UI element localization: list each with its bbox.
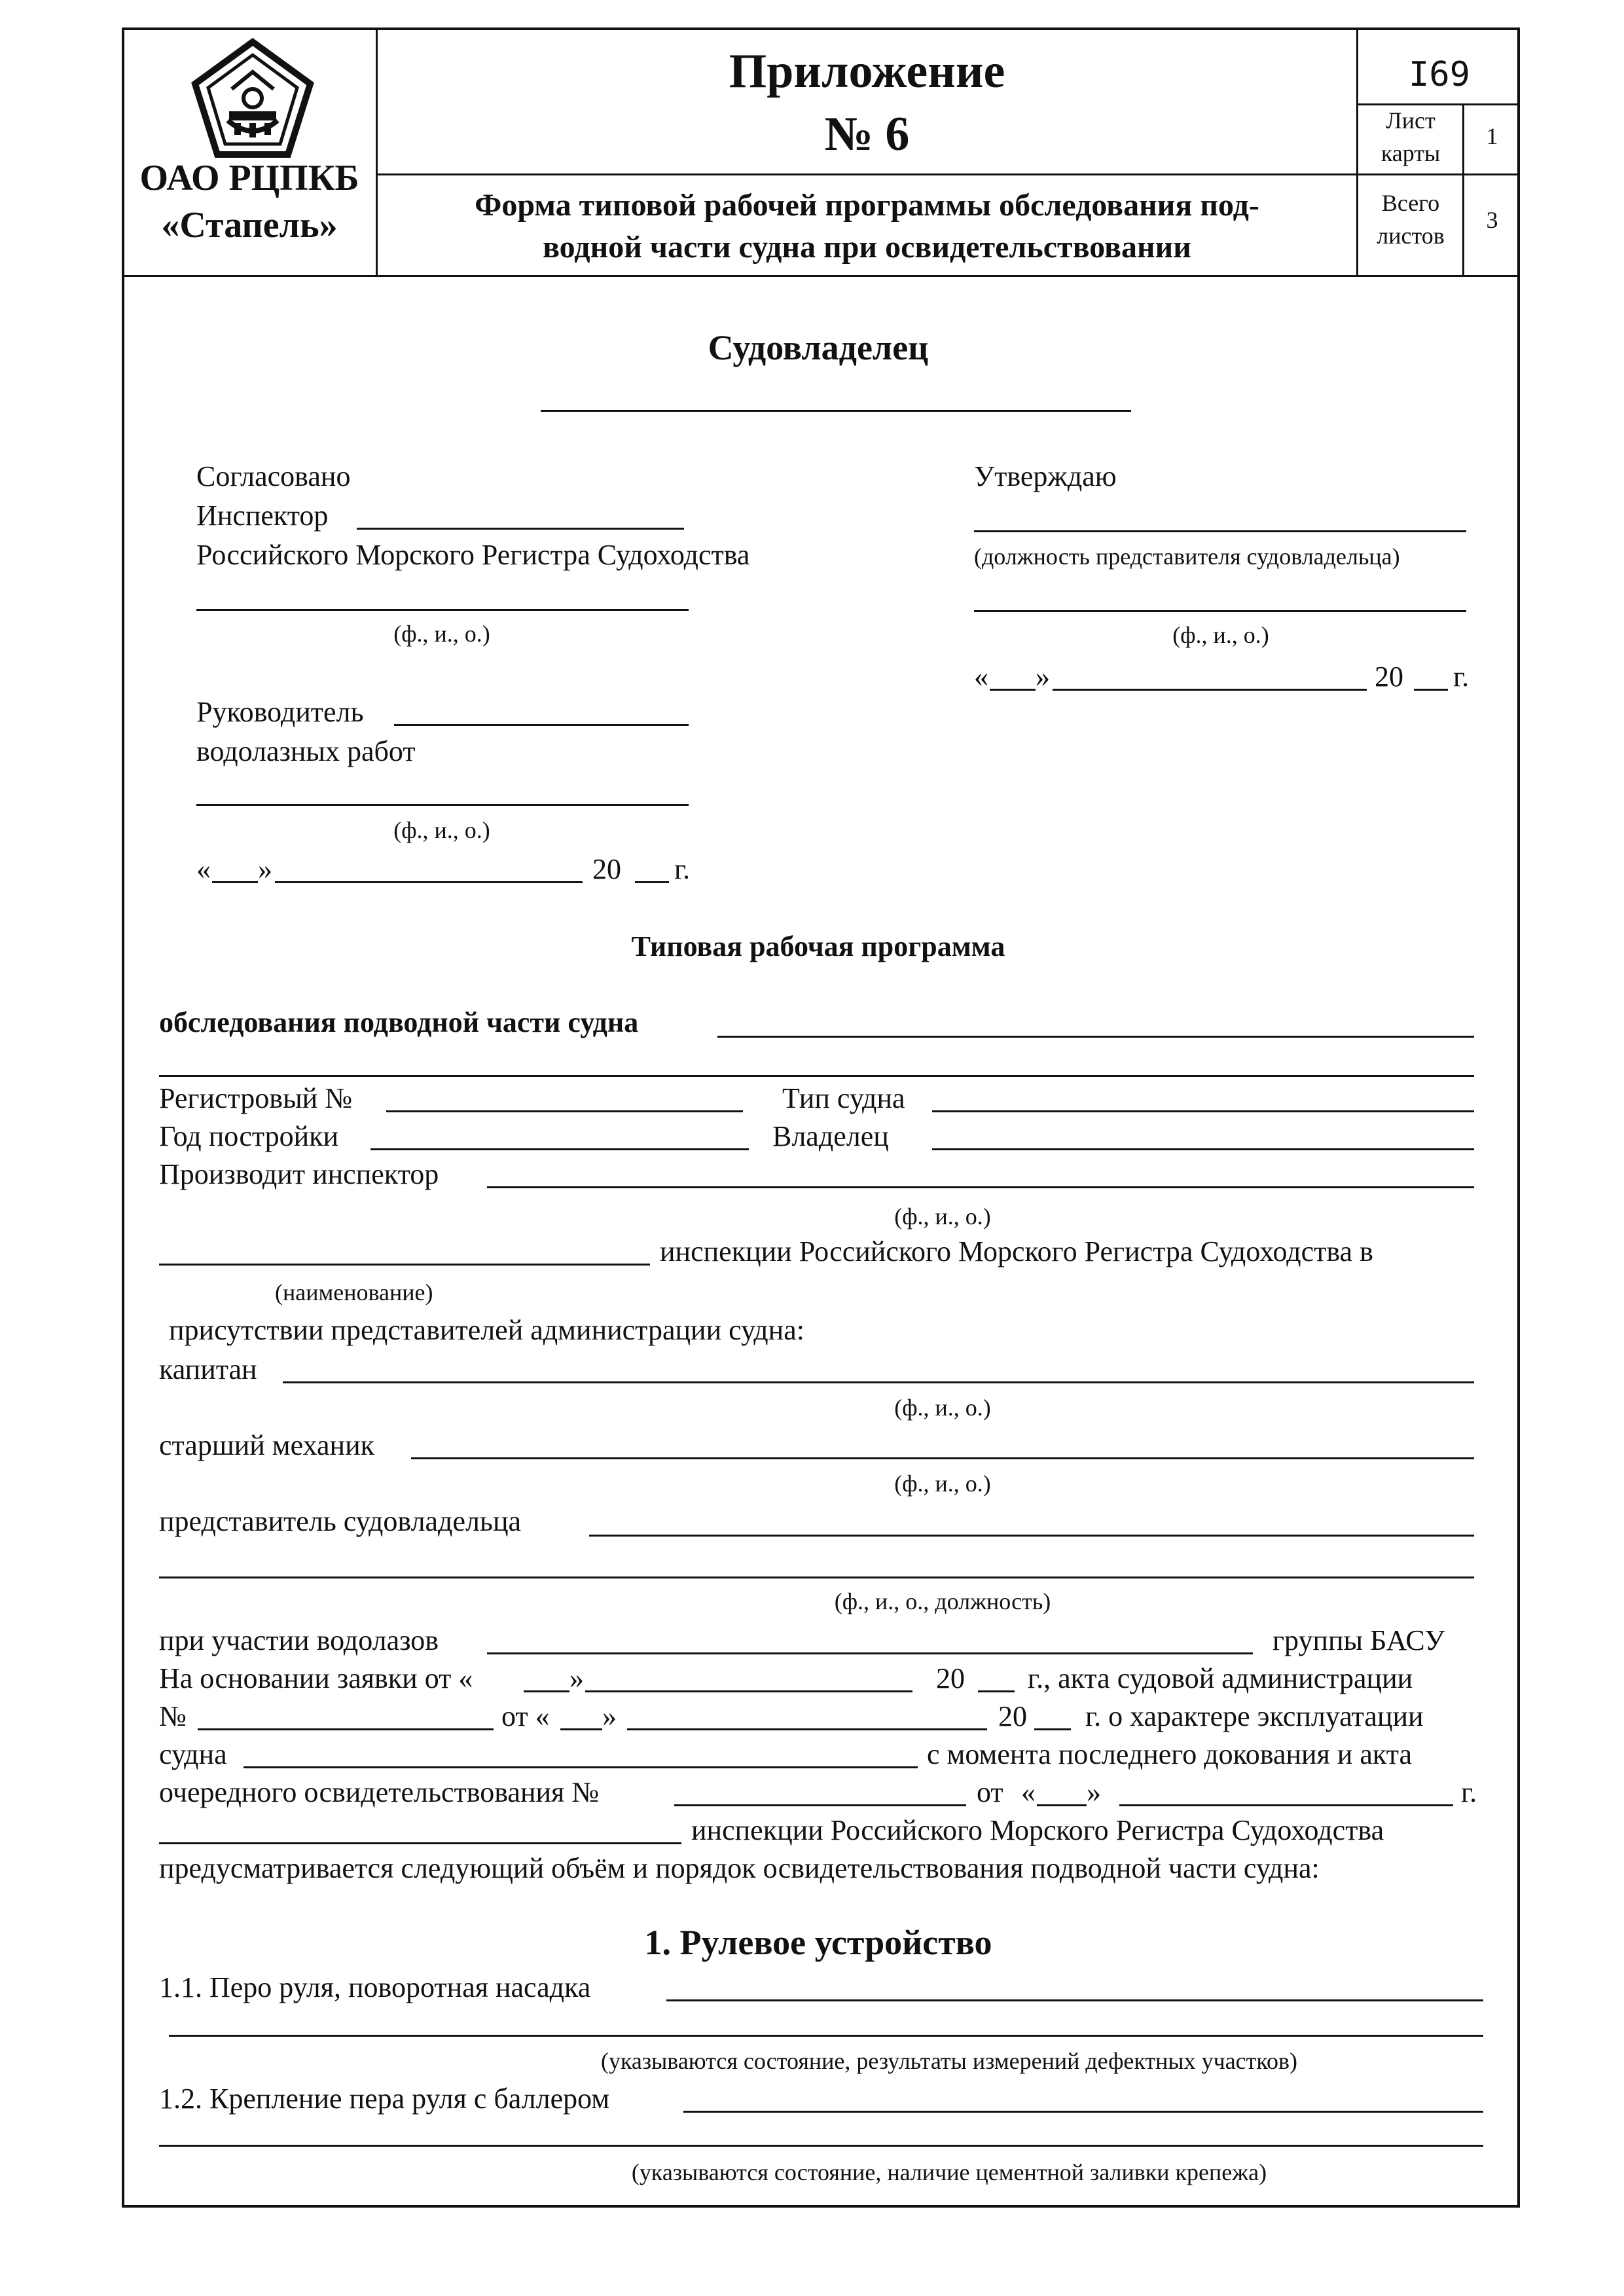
approver-fio-field[interactable] [974,610,1466,612]
ship-label: судна [159,1738,227,1770]
diving-head-field[interactable] [394,724,689,726]
company-logo [189,38,317,160]
act-no-field[interactable] [198,1728,494,1730]
sheet-label-2: карты [1380,140,1441,166]
inspector-fio-caption: (ф., и., о.) [393,621,490,647]
item-1-1-field-2[interactable] [169,2035,1483,2037]
inspector-does-label: Производит инспектор [159,1158,439,1190]
right-date-year-prefix: 20 [1375,661,1403,693]
approve-label: Утверждаю [974,460,1117,492]
header-bottom-line [122,275,1520,277]
appendix-number: № 6 [824,107,910,161]
divers-field[interactable] [487,1652,1253,1654]
left-date-day-field[interactable] [212,881,258,883]
build-year-label: Год постройки [159,1120,339,1152]
inspector-label: Инспектор [196,500,329,532]
item-1-2-field[interactable] [683,2111,1483,2113]
ship-name-field[interactable] [717,1036,1474,1038]
left-date-month-field[interactable] [275,881,583,883]
right-date-close: » [1036,661,1050,693]
right-date-day-field[interactable] [990,689,1036,691]
chief-engineer-field[interactable] [411,1457,1474,1459]
item-1-1-field[interactable] [666,1999,1483,2001]
sheet-value: 1 [1486,123,1498,149]
basu-group-label: группы БАСУ [1272,1624,1445,1656]
owner-rep-field-2[interactable] [159,1576,1474,1578]
left-date-year-field[interactable] [635,881,669,883]
inspection-registry-label: инспекции Российского Морского Регистра Судоходства [691,1814,1384,1846]
regular-survey-label: очередного освидетельствования № [159,1776,600,1808]
program-title: Типовая рабочая программа [631,930,1005,962]
ship-type-label: Тип судна [782,1082,905,1114]
cell-line-2 [1356,173,1520,175]
request-label: На основании заявки от « [159,1662,473,1694]
header-divider-right [1356,27,1358,276]
inspection-name-field[interactable] [159,1264,650,1266]
regular-survey-date-open: « [1021,1776,1036,1808]
owner-field[interactable] [932,1148,1474,1150]
form-title-line1: Форма типовой рабочей программы обследования под- [475,188,1259,223]
build-year-field[interactable] [370,1148,749,1150]
presence-label: присутствии представителей администрации судна: [169,1314,804,1346]
inspector-does-caption: (ф., и., о.) [894,1203,991,1230]
item-1-2-note: (указываются состояние, наличие цементной заливки крепежа) [631,2159,1267,2185]
shipowner-name-field[interactable] [541,410,1131,412]
regular-survey-month-field[interactable] [1119,1804,1453,1806]
left-date-year-prefix: 20 [592,853,621,885]
card-code: I69 [1409,55,1470,94]
item-1-2-label: 1.2. Крепление пера руля с баллером [159,2083,610,2115]
act-from-label: от « [501,1700,550,1732]
act-month-field[interactable] [627,1728,987,1730]
total-value: 3 [1486,207,1498,233]
diving-head-fio-caption: (ф., и., о.) [393,817,490,843]
reg-no-label: Регистровый № [159,1082,353,1114]
owner-rep-label: представитель судовладельца [159,1505,522,1537]
item-1-1-note: (указываются состояние, результаты измерений дефектных участков) [600,2048,1298,2074]
diving-works-label: водолазных работ [196,735,416,767]
since-docking-label: с момента последнего докования и акта [927,1738,1412,1770]
act-year-field[interactable] [1034,1728,1071,1730]
left-date-close: » [258,853,272,885]
act-no-label: № [159,1700,187,1732]
shipowner-heading: Судовладелец [708,328,929,367]
right-date-year-field[interactable] [1414,689,1448,691]
captain-label: капитан [159,1353,257,1385]
right-date-month-field[interactable] [1053,689,1367,691]
regular-survey-g: г. [1461,1776,1477,1808]
owner-rep-caption: (ф., и., о., должность) [834,1588,1051,1614]
request-year-field[interactable] [978,1690,1015,1692]
request-day-field[interactable] [524,1690,569,1692]
regular-survey-from-label: от [977,1776,1003,1808]
inspector-field[interactable] [357,528,684,530]
inspection-of-label: инспекции Российского Морского Регистра Судоходства в [660,1235,1373,1267]
chief-engineer-fio-caption: (ф., и., о.) [894,1470,991,1497]
section1-title: 1. Рулевое устройство [644,1923,992,1962]
request-year-prefix: 20 [936,1662,965,1694]
ship-type-field[interactable] [932,1110,1474,1112]
org-name: ОАО РЦПКБ [139,158,359,198]
approver-field[interactable] [974,530,1466,532]
regular-survey-no-field[interactable] [674,1804,966,1806]
inspector-does-field[interactable] [487,1186,1474,1188]
ship-field[interactable] [244,1766,918,1768]
reg-no-field[interactable] [386,1110,743,1112]
right-date-year-suffix: г. [1453,661,1470,693]
org-name-sub: «Стапель» [161,205,338,246]
program-subtitle: обследования подводной части судна [159,1006,639,1038]
left-date-open: « [196,853,211,885]
total-label-1: Всего [1381,190,1440,216]
total-label-2: листов [1377,223,1445,249]
agreed-label: Согласовано [196,460,351,492]
form-title-line2: водной части судна при освидетельствовании [543,230,1191,264]
left-date-year-suffix: г. [674,853,691,885]
header-mid-line [376,173,1358,175]
owner-label: Владелец [772,1120,889,1152]
item-1-1-label: 1.1. Перо руля, поворотная насадка [159,1971,591,2003]
diving-head-fio-field[interactable] [196,804,689,806]
operation-nature-label: г. о характере эксплуатации [1085,1700,1424,1732]
act-day-field[interactable] [560,1728,602,1730]
approver-fio-caption: (ф., и., о.) [1172,622,1269,648]
cell-line-1 [1356,103,1520,105]
captain-field[interactable] [283,1381,1474,1383]
right-date-open: « [974,661,988,693]
regular-survey-date-close: » [1087,1776,1101,1808]
naming-caption: (наименование) [275,1279,433,1305]
inspector-fio-field[interactable] [196,609,689,611]
registry-label: Российского Морского Регистра Судоходства [196,539,750,571]
act-date-close: » [602,1700,617,1732]
item-1-2-field-2[interactable] [159,2145,1483,2147]
owner-rep-position-caption: (должность представителя судовладельца) [974,543,1400,570]
appendix-title: Приложение [729,45,1005,98]
request-month-field[interactable] [585,1690,912,1692]
provides-label: предусматривается следующий объём и порядок освидетельствования подводной части судна: [159,1852,1320,1884]
captain-fio-caption: (ф., и., о.) [894,1394,991,1421]
owner-rep-field[interactable] [589,1535,1474,1537]
diving-head-label: Руководитель [196,696,364,728]
divers-label: при участии водолазов [159,1624,439,1656]
sheet-label-1: Лист [1386,107,1435,134]
chief-engineer-label: старший механик [159,1429,375,1461]
admin-act-label: г., акта судовой администрации [1028,1662,1413,1694]
ship-name-field-2[interactable] [159,1075,1474,1077]
inspection-registry-field[interactable] [159,1842,681,1844]
act-year-prefix: 20 [998,1700,1027,1732]
request-date-close: » [569,1662,584,1694]
regular-survey-day-field[interactable] [1037,1804,1087,1806]
